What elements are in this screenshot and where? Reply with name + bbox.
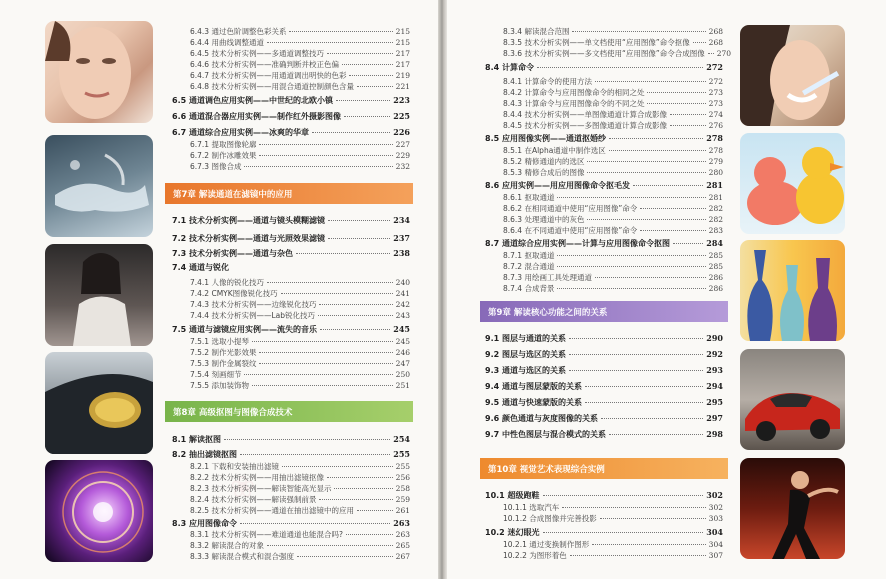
- left-page: [0, 0, 438, 579]
- toc-section[interactable]: 8.5 应用图像实例——通道抠婚纱 278: [485, 133, 723, 143]
- toc-entry[interactable]: 8.5.3 精修合成后的图像 280: [503, 168, 723, 177]
- chapter-8-banner[interactable]: 第8章 高级抠图与图像合成技术: [165, 401, 413, 422]
- toc-section[interactable]: 10.1 超级跑鞋 302: [485, 490, 723, 500]
- toc-entry[interactable]: 7.5.2 制作光影效果 246: [190, 348, 410, 357]
- toc-section[interactable]: 7.5 通道与滤镜应用实例——流失的音乐 245: [172, 324, 410, 334]
- toc-entry[interactable]: 8.2.3 技术分析实例——解读智能高光显示 258: [190, 484, 410, 493]
- book-gutter: [438, 0, 447, 579]
- toc-entry[interactable]: 7.4.2 CMYK图像锐化技巧 241: [190, 289, 410, 298]
- toc-entry[interactable]: 8.6.3 处理通道中的灰色 282: [503, 215, 723, 224]
- toc-section[interactable]: 8.6 应用实例——用应用图像命令抠毛发 281: [485, 180, 723, 190]
- toc-entry[interactable]: 7.4.1 人像的锐化技巧 240: [190, 278, 410, 287]
- toc-entry[interactable]: 7.5.4 刻画细节 250: [190, 370, 410, 379]
- toc-entry[interactable]: 10.1.1 选取汽车 302: [503, 503, 723, 512]
- toc-entry[interactable]: 6.7.1 提取图像轮廓 227: [190, 140, 410, 149]
- chapter-9-banner[interactable]: 第9章 解读核心功能之间的关系: [480, 301, 728, 322]
- toc-entry[interactable]: 8.4.3 计算命令与应用图像命令的不同之处 273: [503, 99, 723, 108]
- toc-entry[interactable]: 8.7.1 抠取通道 285: [503, 251, 723, 260]
- toc-section[interactable]: 9.3 通道与选区的关系 293: [485, 365, 723, 375]
- chapter-7-banner[interactable]: 第7章 解读通道在滤镜中的应用: [165, 183, 413, 204]
- toc-entry[interactable]: 8.2.5 技术分析实例——通道在抽出滤镜中的应用 261: [190, 506, 410, 515]
- toc-section[interactable]: 9.4 通道与图层蒙版的关系 294: [485, 381, 723, 391]
- toc-entry[interactable]: 7.5.3 制作金属裂纹 247: [190, 359, 410, 368]
- toc-entry[interactable]: 7.4.4 技术分析实例——Lab锐化技巧 243: [190, 311, 410, 320]
- toc-section[interactable]: 8.7 通道综合应用实例——计算与应用图像命令抠图 284: [485, 238, 723, 248]
- toc-entry[interactable]: 8.5.1 在Alpha通道中制作选区 278: [503, 146, 723, 155]
- toc-entry[interactable]: 6.7.2 制作冰雕效果 229: [190, 151, 410, 160]
- toc-entry[interactable]: 7.4.3 技术分析实例——边缘锐化技巧 242: [190, 300, 410, 309]
- toc-entry[interactable]: 6.4.4 用曲线调整通道 215: [190, 38, 410, 47]
- toc-section[interactable]: 6.6 通道混合器应用实例——制作红外摄影图像 225: [172, 111, 410, 121]
- toc-section[interactable]: 9.1 图层与通道的关系 290: [485, 333, 723, 343]
- toc-entry[interactable]: 10.2.1 通过变换制作图形 304: [503, 540, 723, 549]
- toc-entry[interactable]: 10.2.2 为图形着色 307: [503, 551, 723, 560]
- toc-entry[interactable]: 8.3.3 解读混合模式和混合强度 267: [190, 552, 410, 561]
- toc-entry[interactable]: 8.4.5 技术分析实例——多图像通道计算合成影像 276: [503, 121, 723, 130]
- toc-section[interactable]: 7.1 技术分析实例——通道与镜头模糊滤镜 234: [172, 215, 410, 225]
- toc-entry[interactable]: 8.6.4 在不同通道中使用“应用图像”命令 283: [503, 226, 723, 235]
- toc-entry[interactable]: 8.2.4 技术分析实例——解读强制前景 259: [190, 495, 410, 504]
- chapter-10-banner[interactable]: 第10章 视觉艺术表现综合实例: [480, 458, 728, 479]
- toc-entry[interactable]: 6.4.6 技术分析实例——准确判断并校正色偏 217: [190, 60, 410, 69]
- toc-entry[interactable]: 6.4.5 技术分析实例——多通道调整技巧 217: [190, 49, 410, 58]
- toc-section[interactable]: 7.3 技术分析实例——通道与杂色 238: [172, 248, 410, 258]
- toc-section[interactable]: 7.4 通道与锐化: [172, 263, 229, 272]
- toc-entry[interactable]: 6.4.3 通过色阶调整色彩关系 215: [190, 27, 410, 36]
- toc-entry[interactable]: 8.2.2 技术分析实例——用抽出滤镜抠像 256: [190, 473, 410, 482]
- toc-entry[interactable]: 8.6.2 在相同通道中使用“应用图像”命令 282: [503, 204, 723, 213]
- toc-entry[interactable]: 8.6.1 抠取通道 281: [503, 193, 723, 202]
- toc-entry[interactable]: 7.5.5 添加装饰物 251: [190, 381, 410, 390]
- toc-section[interactable]: 8.3 应用图像命令 263: [172, 518, 410, 528]
- toc-section[interactable]: 6.5 通道调色应用实例——中世纪的北欧小镇 223: [172, 95, 410, 105]
- toc-section[interactable]: 8.4 计算命令 272: [485, 62, 723, 72]
- toc-entry[interactable]: 8.4.1 计算命令的使用方法 272: [503, 77, 723, 86]
- toc-section[interactable]: 9.6 颜色通道与灰度图像的关系 297: [485, 413, 723, 423]
- toc-entry[interactable]: 8.2.1 下载和安装抽出滤镜 255: [190, 462, 410, 471]
- toc-entry[interactable]: 6.4.8 技术分析实例——用混合通道控制颜色含量 221: [190, 82, 410, 91]
- toc-entry[interactable]: 6.7.3 图像合成 232: [190, 162, 410, 171]
- toc-entry[interactable]: 8.3.4 解读混合范围 268: [503, 27, 723, 36]
- toc-entry[interactable]: 8.4.4 技术分析实例——单图像通道计算合成影像 274: [503, 110, 723, 119]
- toc-entry[interactable]: 8.3.1 技术分析实例——难道通道也能混合吗? 263: [190, 530, 410, 539]
- toc-entry[interactable]: 8.7.2 混合通道 285: [503, 262, 723, 271]
- toc-entry[interactable]: 8.5.2 精修通道内的选区 279: [503, 157, 723, 166]
- toc-section[interactable]: 9.5 通道与快速蒙版的关系 295: [485, 397, 723, 407]
- watermark: ❀: [230, 470, 256, 505]
- toc-section[interactable]: 8.2 抽出滤镜抠图 255: [172, 449, 410, 459]
- toc-entry[interactable]: 6.4.7 技术分析实例——用通道调出明快的色彩 219: [190, 71, 410, 80]
- toc-section[interactable]: 6.7 通道综合应用实例——冰爽的华章 226: [172, 127, 410, 137]
- toc-entry[interactable]: 8.3.6 技术分析实例——多文档使用“应用图像”命令合成图像 270: [503, 49, 732, 58]
- toc-entry[interactable]: 8.7.4 合成背景 286: [503, 284, 723, 293]
- toc-entry[interactable]: 8.7.3 用绘画工具处理通道 286: [503, 273, 723, 282]
- toc-section[interactable]: 8.1 解读抠图 254: [172, 434, 410, 444]
- toc-entry[interactable]: 10.1.2 合成图像并完善投影 303: [503, 514, 723, 523]
- toc-entry[interactable]: 8.3.2 解读混合的对象 265: [190, 541, 410, 550]
- toc-entry[interactable]: 8.4.2 计算命令与应用图像命令的相同之处 273: [503, 88, 723, 97]
- toc-section[interactable]: 9.2 图层与选区的关系 292: [485, 349, 723, 359]
- toc-section[interactable]: 7.2 技术分析实例——通道与光照效果滤镜 237: [172, 233, 410, 243]
- right-page: [447, 0, 886, 579]
- toc-section[interactable]: 9.7 中性色图层与混合模式的关系 298: [485, 429, 723, 439]
- toc-entry[interactable]: 8.3.5 技术分析实例——单文档使用“应用图像”命令抠像 268: [503, 38, 723, 47]
- toc-section[interactable]: 10.2 迷幻眼光 304: [485, 527, 723, 537]
- right-toc: [447, 0, 886, 579]
- left-toc: [0, 0, 438, 579]
- toc-entry[interactable]: 7.5.1 选取小提琴 245: [190, 337, 410, 346]
